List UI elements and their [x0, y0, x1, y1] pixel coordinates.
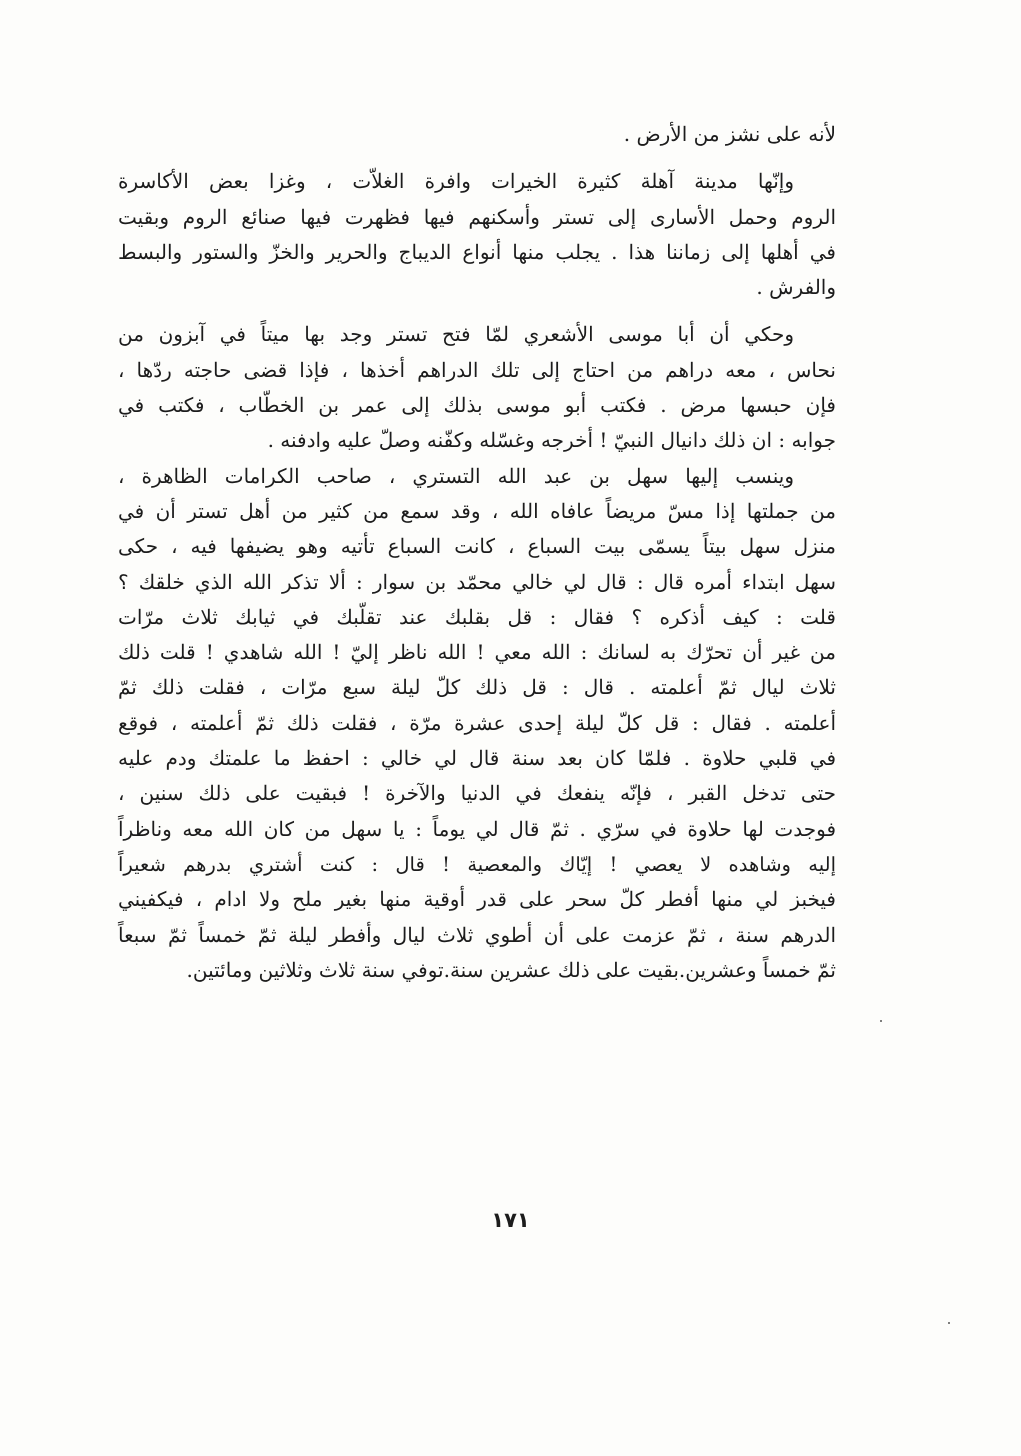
text-line: لأنه على نشز من الأرض . — [623, 122, 836, 146]
text-line: فوجدت لها حلاوة في سرّي . ثمّ قال لي يوماً : يا سهل من كان الله معه وناظراً — [118, 816, 836, 841]
text-line: والفرش . — [756, 275, 836, 300]
text-line: في قلبي حلاوة . فلمّا كان بعد سنة قال لي خالي : احفظ ما علمتك ودم عليه — [118, 746, 836, 771]
text-line: وإنّها مدينة آهلة كثيرة الخيرات وافرة الغلاّت ، وغزا بعض الأكاسرة — [118, 169, 794, 194]
text-line: من غير أن تحرّك به لسانك : الله معي ! الله ناظر إليّ ! الله شاهدي ! قلت ذلك — [118, 640, 836, 665]
margin-speck — [880, 1020, 882, 1022]
text-line: منزل سهل بيتاً يسمّى بيت السباع ، كانت السباع تأتيه وهو يضيفها فيه ، حكى — [118, 534, 836, 559]
text-line: فإن حبسها مرض . فكتب أبو موسى بذلك إلى عمر بن الخطّاب ، فكتب في — [118, 393, 836, 418]
text-line: قلت : كيف أذكره ؟ فقال : قل بقلبك عند تقلّبك في ثيابك ثلاث مرّات — [118, 604, 836, 629]
text-line: في أهلها إلى زماننا هذا . يجلب منها أنواع الديباج والحرير والخزّ والستور والبسط — [118, 239, 836, 264]
text-line: أعلمته . فقال : قل كلّ ليلة إحدى عشرة مرّة ، فقلت ذلك ثمّ أعلمته ، فوقع — [118, 710, 836, 735]
text-line: نحاس ، معه دراهم من احتاج إلى تلك الدراهم أخذها ، فإذا قضى حاجته ردّها ، — [118, 357, 836, 382]
text-line: وحكي أن أبا موسى الأشعري لمّا فتح تستر وجد بها ميتاً في آبزون من — [118, 322, 794, 347]
text-line: الدرهم سنة ، ثمّ عزمت على أن أطوي ثلاث ليال وأفطر ليلة ثمّ خمساً ثمّ سبعاً — [118, 922, 836, 947]
paragraph-gap — [118, 305, 836, 317]
page-number: ١٧١ — [491, 1208, 530, 1232]
text-line: من جملتها إذا مسّ مريضاً عافاه الله ، وقد سمع من كثير من أهل تستر أن في — [118, 498, 836, 523]
text-line: ثمّ خمساً وعشرين.بقيت على ذلك عشرين سنة.توفي سنة ثلاث وثلاثين ومائتين. — [186, 957, 836, 982]
text-line: حتى تدخل القبر ، فإنّه ينفعك في الدنيا والآخرة ! فبقيت على ذلك سنين ، — [118, 781, 836, 806]
margin-speck — [948, 1322, 950, 1324]
text-line: فيخبز لي منها أفطر كلّ سحر على قدر أوقية منها بغير ملح ولا ادام ، فيكفيني — [118, 887, 836, 912]
text-line: وينسب إليها سهل بن عبد الله التستري ، صاحب الكرامات الظاهرة ، — [118, 463, 794, 488]
text-line: جوابه : ان ذلك دانيال النبيّ ! أخرجه وغسّله وكفّنه وصلّ عليه وادفنه . — [267, 428, 836, 453]
body-text — [118, 117, 836, 988]
text-line: سهل ابتداء أمره قال : قال لي خالي محمّد بن سوار : ألا تذكر الله الذي خلقك ؟ — [118, 569, 836, 594]
text-line: ثلاث ليال ثمّ أعلمته . قال : قل ذلك كلّ ليلة سبع مرّات ، فقلت ذلك ثمّ — [118, 675, 836, 700]
text-line: الروم وحمل الأسارى إلى تستر وأسكنهم فيها فظهرت فيها صنائع الروم وبقيت — [118, 204, 836, 229]
paragraph-gap — [118, 152, 836, 164]
text-line: إليه وشاهده لا يعصي ! إيّاك والمعصية ! قال : كنت أشتري بدرهم شعيراً — [118, 852, 836, 876]
